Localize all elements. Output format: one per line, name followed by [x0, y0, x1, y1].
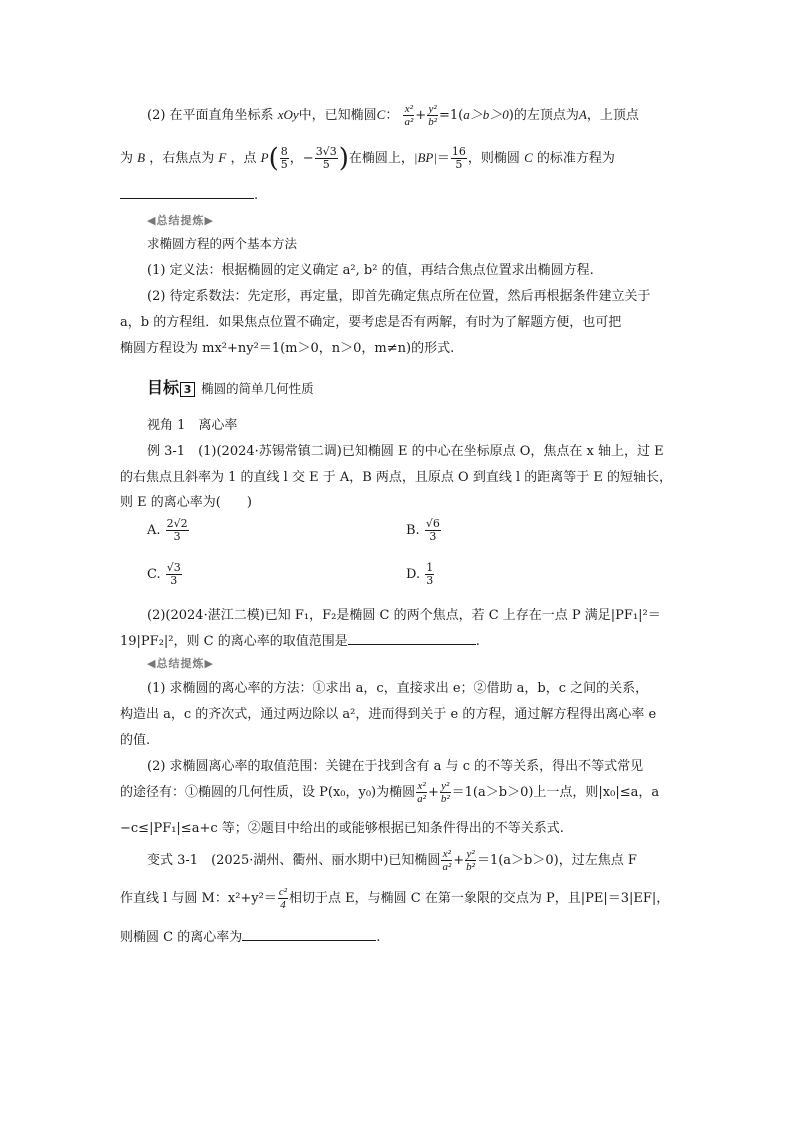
variant-end: .	[376, 930, 381, 945]
p1-tail1: )的左顶点为	[508, 108, 579, 123]
frac-x2-a2-b: $\frac{\text{x²}}{\text{a²}}$	[417, 780, 426, 805]
option-c-label: C.	[147, 567, 161, 582]
plus-b: +	[427, 785, 439, 800]
p1-comma: ，	[289, 151, 303, 166]
summary-2-line-5a: 的途径有：①椭圆的几何性质，设 P(x₀，y₀)为椭圆	[120, 785, 416, 800]
summary-2-line-5	[120, 778, 659, 808]
option-a-label: A.	[147, 523, 161, 538]
p1-bp: |BP|	[413, 150, 437, 165]
part-2-text: 19|PF₂|²，则 C 的离心率的取值范围是	[120, 634, 348, 649]
frac-y2-b2-b: $\frac{\text{y²}}{\text{b²}}$	[440, 780, 450, 805]
summary-2-line-6: −c≤|PF₁|≤a+c 等；②题目中给出的或能够根据已知条件得出的不等关系式.	[120, 821, 564, 836]
p1-a: A	[578, 107, 587, 122]
option-d-label: D.	[406, 567, 421, 582]
variant-3-1-line-3	[120, 926, 380, 945]
variant-line-2b: 相切于点 E，与椭圆 C 在第一象限的交点为 P，且|PE|＝3|EF|，	[289, 891, 670, 906]
p1-end: .	[254, 188, 259, 203]
summary-2-line-5b: ＝1(a＞b＞0)上一点，则|x₀|≤a，a	[451, 785, 660, 800]
summary-2-line-3: 的值.	[120, 733, 151, 748]
p1-b: B	[137, 150, 146, 165]
option-b-value: $\frac{√6}{3}$	[425, 517, 440, 543]
frac-3sqrt3-5: $\frac{3√3}{5}$	[315, 145, 337, 171]
summary-1-line-3: a，b 的方程组．如果焦点位置不确定，要考虑是否有两解，有时为了解题方便，也可把	[120, 315, 622, 330]
summary-2-line-2: 构造出 a，c 的齐次式，通过两边除以 a²，进而得到关于 e 的方程，通过解方程得出离心率 e	[120, 707, 657, 722]
example-3-1-part-2-line-1: (2)(2024·湛江二模)已知 F₁，F₂是椭圆 C 的两个焦点，若 C 上存在一点 P 满足|PF₁|²＝	[147, 608, 661, 623]
p1-l2a: 为	[120, 151, 134, 166]
part-2-blank[interactable]	[348, 632, 476, 645]
problem-2-line-2	[120, 140, 615, 176]
summary-2-line-4: (2) 求椭圆离心率的取值范围：关键在于找到含有 a 与 c 的不等关系，得出不等式常见	[147, 759, 644, 774]
p1-f: F	[218, 150, 227, 165]
problem-2-line-1	[147, 100, 639, 130]
summary-1-line-2: (2) 待定系数法：先定形，再定量，即首先确定焦点所在位置，然后再根据条件建立关于	[147, 289, 651, 304]
frac-8-5: $\frac{8}{5}$	[280, 145, 288, 171]
variant-line-3: 则椭圆 C 的离心率为	[120, 930, 243, 945]
p1-xoy: xOy	[277, 107, 299, 122]
p1-c2: C	[524, 150, 533, 165]
option-b[interactable]	[406, 514, 442, 548]
frac-y2-b2-c: $\frac{\text{y²}}{\text{b²}}$	[466, 848, 475, 873]
p1-c: C	[376, 107, 386, 122]
p1-mid: 中，已知椭圆	[298, 108, 377, 123]
summary-tag-1: ◀总结提炼▶	[147, 214, 214, 227]
paren-left: (	[268, 143, 279, 174]
example-3-1-line-1: 例 3-1 (1)(2024·苏锡常镇二调)已知椭圆 E 的中心在坐标原点 O，焦点在 x 轴上，过 E	[147, 444, 664, 459]
p1-eq2: ＝	[436, 151, 450, 166]
p1-l2e: ，则椭圆	[467, 151, 520, 166]
target-number: 3	[180, 382, 195, 397]
variant-line-1a: 变式 3-1 (2025·湖州、衢州、丽水期中)已知椭圆	[147, 853, 441, 868]
example-3-1-line-2: 的右焦点且斜率为 1 的直线 l 交 E 于 A，B 两点，且原点 O 到直线 l 的距离等于 E 的短轴长，	[120, 470, 673, 485]
p1-plus: +	[415, 108, 427, 123]
summary-tag-2: ◀总结提炼▶	[147, 657, 214, 670]
variant-3-1-line-2	[120, 884, 669, 914]
frac-x2-a2: $\frac{\text{x²}}{\text{a²}}$	[404, 103, 414, 128]
variant-blank[interactable]	[242, 928, 376, 941]
summary-2-line-1: (1) 求椭圆的离心率的方法：①求出 a，c，直接求出 e；②借助 a，b，c 之间的关系，	[147, 681, 649, 696]
answer-blank[interactable]	[120, 186, 254, 199]
example-3-1-part-2-line-2	[120, 630, 480, 649]
target-title: 椭圆的简单几何性质	[201, 381, 314, 396]
option-d-value: $\frac{1}{3}$	[426, 561, 434, 587]
view-1-heading: 视角 1 离心率	[147, 418, 238, 433]
option-a-value: $\frac{2√2}{3}$	[166, 517, 188, 543]
option-c[interactable]	[147, 558, 183, 592]
p1-label: (2) 在平面直角坐标系	[147, 108, 274, 123]
p1-l2f: 的标准方程为	[536, 151, 615, 166]
option-a[interactable]	[147, 514, 190, 548]
variant-line-2a: 作直线 l 与圆 M：x²+y²＝	[120, 891, 277, 906]
part-2-end: .	[475, 634, 480, 649]
problem-2-answer-line	[120, 186, 258, 206]
target-label: 目标	[147, 378, 180, 397]
frac-y2-b2: $\frac{\text{y²}}{\text{b²}}$	[428, 103, 438, 128]
p1-l2c: ，点	[230, 151, 257, 166]
option-d[interactable]	[406, 558, 435, 592]
summary-1-title: 求椭圆方程的两个基本方法	[147, 236, 298, 251]
p1-tail2: ，上顶点	[586, 108, 639, 123]
summary-1-line-4: 椭圆方程设为 mx²+ny²＝1(m＞0，n＞0，m≠n)的形式.	[120, 341, 455, 356]
frac-x2-a2-c: $\frac{\text{x²}}{\text{a²}}$	[442, 848, 452, 873]
frac-16-5: $\frac{16}{5}$	[451, 145, 466, 171]
plus-c: +	[453, 853, 465, 868]
p1-p: P	[260, 150, 269, 165]
p1-cond: a＞b＞0	[463, 107, 509, 122]
variant-line-1b: ＝1(a＞b＞0)，过左焦点 F	[476, 853, 637, 868]
p1-colon: ：	[385, 108, 399, 123]
paren-right: )	[338, 143, 349, 174]
p1-neg: −	[302, 151, 314, 166]
p1-eq1: =1(	[439, 108, 464, 123]
option-c-value: $\frac{√3}{3}$	[166, 561, 181, 587]
p1-l2b: ，右焦点为	[149, 151, 215, 166]
target-3-heading	[147, 378, 314, 400]
summary-1-line-1: (1) 定义法：根据椭圆的定义确定 a², b² 的值，再结合焦点位置求出椭圆方程.	[147, 263, 594, 278]
example-3-1-line-3: 则 E 的离心率为( )	[120, 495, 252, 510]
option-b-label: B.	[406, 523, 420, 538]
frac-c2-4: $\frac{\text{c²}}{4}$	[278, 886, 288, 911]
variant-3-1-line-1	[147, 846, 637, 876]
p1-l2d: 在椭圆上，	[348, 151, 414, 166]
